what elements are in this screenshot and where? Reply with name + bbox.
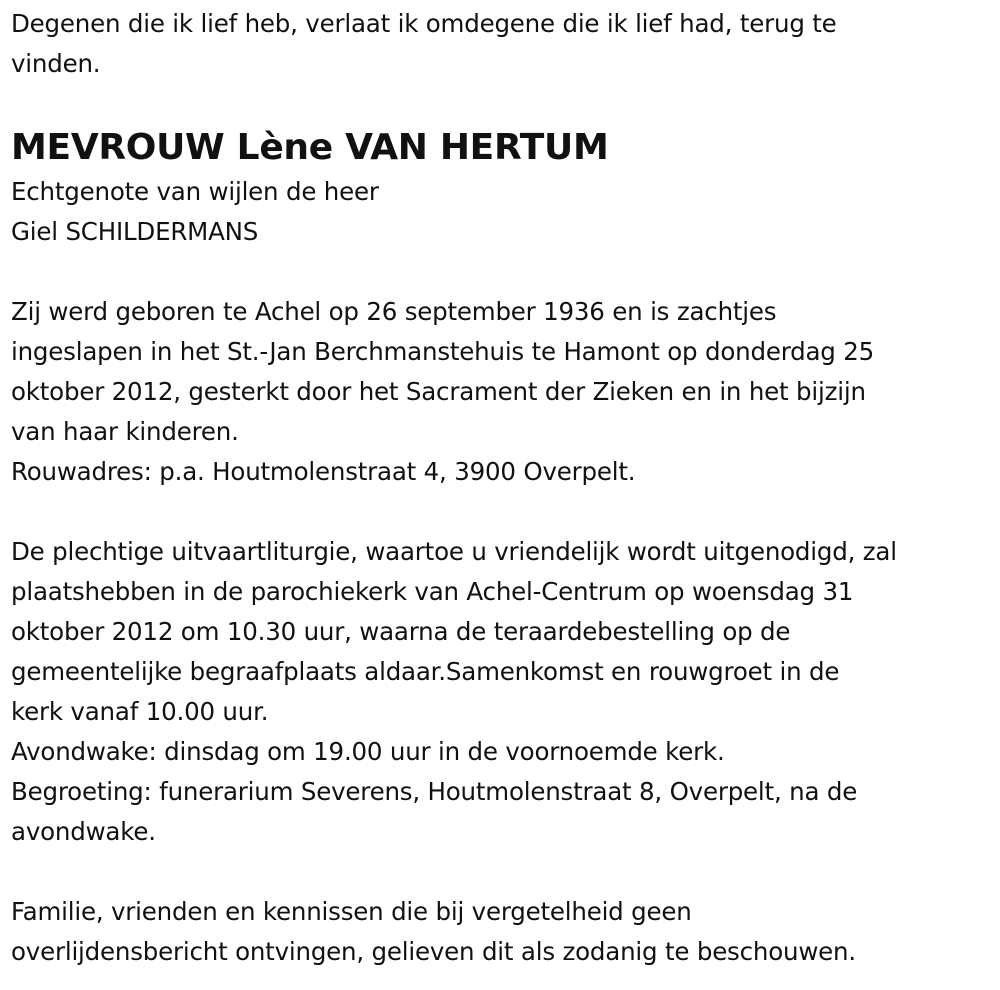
paragraph-line: plaatshebben in de parochiekerk van Achel-Centrum op woensdag 31 (11, 577, 854, 606)
greeting-line: Begroeting: funerarium Severens, Houtmolenstraat 8, Overpelt, na de (11, 777, 858, 806)
paragraph-line: Zij werd geboren te Achel op 26 september 1936 en is zachtjes (11, 297, 777, 326)
greeting-line: avondwake. (11, 817, 156, 846)
paragraph-line: oktober 2012 om 10.30 uur, waarna de teraardebestelling op de (11, 617, 791, 646)
intro-line: Degenen die ik lief heb, verlaat ik omdegene die ik lief had, terug te (11, 9, 837, 38)
spouse-info (11, 172, 996, 252)
intro-line: vinden. (11, 49, 101, 78)
intro-quote (11, 4, 996, 84)
paragraph-gap (11, 852, 996, 892)
mourning-address: Rouwadres: p.a. Houtmolenstraat 4, 3900 Overpelt. (11, 457, 636, 486)
paragraph-line: van haar kinderen. (11, 417, 239, 446)
paragraph-line: oktober 2012, gesterkt door het Sacrament der Zieken en in het bijzijn (11, 377, 866, 406)
paragraph-line: gemeentelijke begraafplaats aldaar.Samenkomst en rouwgroet in de (11, 657, 840, 686)
paragraph-line: ingeslapen in het St.-Jan Berchmanstehuis te Hamont op donderdag 25 (11, 337, 875, 366)
funeral-paragraph (11, 532, 996, 852)
paragraph-line: Familie, vrienden en kennissen die bij vergetelheid geen (11, 897, 692, 926)
vigil-line: Avondwake: dinsdag om 19.00 uur in de voornoemde kerk. (11, 737, 725, 766)
paragraph-gap (11, 492, 996, 532)
birth-death-paragraph (11, 292, 996, 492)
paragraph-line: overlijdensbericht ontvingen, gelieven dit als zodanig te beschouwen. (11, 937, 856, 966)
spouse-line: Echtgenote van wijlen de heer (11, 177, 379, 206)
closing-paragraph (11, 892, 996, 972)
paragraph-line: kerk vanaf 10.00 uur. (11, 697, 269, 726)
obituary-notice (11, 4, 996, 972)
paragraph-gap (11, 252, 996, 292)
spouse-line: Giel SCHILDERMANS (11, 217, 259, 246)
deceased-name: MEVROUW Lène VAN HERTUM (11, 127, 609, 168)
paragraph-line: De plechtige uitvaartliturgie, waartoe u vriendelijk wordt uitgenodigd, zal (11, 537, 897, 566)
